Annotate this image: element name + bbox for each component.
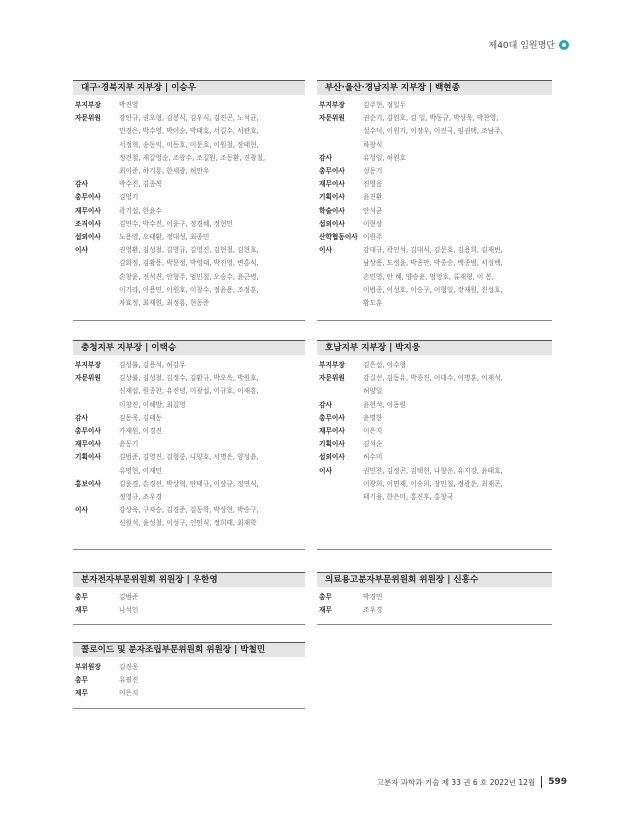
member-row xyxy=(73,425,305,438)
member-names xyxy=(119,191,305,204)
member-row xyxy=(73,178,305,191)
role-label: 섭외이사 xyxy=(319,453,345,462)
member-row xyxy=(317,191,552,204)
names-line: 안석균 xyxy=(363,206,383,215)
member-row xyxy=(317,591,552,604)
member-names xyxy=(119,604,305,617)
member-names xyxy=(119,231,305,244)
member-row xyxy=(73,359,305,372)
role-label: 재무이사 xyxy=(75,440,101,449)
member-row xyxy=(73,591,305,604)
member-names xyxy=(363,218,552,231)
member-names xyxy=(119,438,305,451)
member-names xyxy=(363,425,552,438)
names-line: 이현상 xyxy=(363,219,383,228)
circle-bullet-icon xyxy=(559,40,569,50)
names-line: 강상욱, 구자승, 김경준, 김동학, 박상현, 박승구, xyxy=(119,506,259,515)
role-label: 이사 xyxy=(319,246,332,255)
names-line: 서정혁, 송동익, 이동호, 이문호, 이원철, 장태현, xyxy=(119,140,259,149)
section-body xyxy=(317,95,552,310)
role-label: 이사 xyxy=(75,506,88,515)
role-label: 총무이사 xyxy=(319,167,345,176)
section-title: 의료용고분자부문위원회 위원장 | 신흥수 xyxy=(317,572,552,587)
names-line: 허수미 xyxy=(363,453,383,462)
section-honam xyxy=(317,340,552,549)
member-names xyxy=(119,674,305,687)
role-label: 재무이사 xyxy=(319,427,345,436)
member-names xyxy=(363,359,552,372)
section-divider xyxy=(73,624,305,625)
member-names xyxy=(119,178,305,191)
names-line: 이원주 xyxy=(363,233,383,242)
member-names xyxy=(119,425,305,438)
names-line: 박경민 xyxy=(363,593,383,601)
role-label: 이사 xyxy=(319,466,332,475)
role-label: 기획이사 xyxy=(319,193,345,202)
member-row xyxy=(317,451,552,464)
names-line: 신원석, 윤성철, 이성구, 인민식, 정희태, 최재학 xyxy=(119,519,257,528)
section-molecular-electronics xyxy=(73,572,305,624)
footer-separator xyxy=(541,776,542,788)
names-line: 권민찬, 김정곤, 김택현, 나창운, 유지강, 윤태호, xyxy=(363,466,503,475)
member-names xyxy=(363,178,552,191)
member-names xyxy=(363,231,552,244)
member-names xyxy=(363,191,552,204)
names-line: 민경은, 박수영, 박이순, 박태호, 서길수, 서관호, xyxy=(119,127,259,136)
role-label: 총무 xyxy=(75,676,88,685)
names-line: 김연수, 박수진, 이윤구, 정경혜, 정현민 xyxy=(119,219,233,228)
names-line: 정건철, 제갈영순, 조광수, 조길원, 조동환, 진광철, xyxy=(119,153,266,162)
names-line: 강길선, 김동유, 박종진, 이대수, 이명훈, 이재석, xyxy=(363,374,503,383)
section-colloid xyxy=(73,642,305,708)
role-label: 부지부장 xyxy=(319,101,345,109)
role-label: 기획이사 xyxy=(319,440,345,449)
names-line: 손민영, 안 혜, 양승윤, 엄영호, 류재형, 이 봉, xyxy=(363,272,494,281)
role-label: 총무이사 xyxy=(319,413,345,422)
names-line: 김범준, 김영진, 김형중, 나양호, 서명은, 양성윤, xyxy=(119,453,259,462)
role-label: 섭외이사 xyxy=(319,219,345,228)
names-line: 유성일, 허원호 xyxy=(363,153,407,162)
role-label: 총무이사 xyxy=(75,427,101,436)
names-line: 이범종, 이성호, 이승구, 이형일, 장재원, 진성호, xyxy=(363,285,503,294)
member-row xyxy=(317,231,552,244)
section-title: 부산·울산·경남지부 지부장 | 백현종 xyxy=(317,80,552,95)
section-title: 충청지부 지부장 | 이택승 xyxy=(73,340,305,355)
member-row xyxy=(317,372,552,398)
member-row xyxy=(317,152,552,165)
section-chungcheong xyxy=(73,340,305,549)
member-names xyxy=(119,244,305,310)
names-line: 김상률, 김성철, 김정수, 김환규, 박오옥, 박원호, xyxy=(119,374,259,383)
names-line: 가재원, 이경진 xyxy=(119,427,163,436)
role-label: 자문위원 xyxy=(319,114,345,123)
names-line: 조우경 xyxy=(363,606,383,615)
names-line: 강인규, 권오형, 김봉식, 김우식, 김진곤, 노석균, xyxy=(119,114,259,123)
names-line: 최이준, 하기룡, 한세광, 허만우 xyxy=(119,167,210,176)
member-row xyxy=(317,425,552,438)
names-line: 설수덕, 이원기, 이장우, 이진국, 임권택, 조남주, xyxy=(363,127,503,136)
role-label: 부위원장 xyxy=(75,663,101,671)
member-row xyxy=(317,359,552,372)
member-names xyxy=(363,244,552,310)
section-busan xyxy=(317,80,552,320)
member-names xyxy=(119,412,305,425)
member-row xyxy=(73,478,305,504)
section-divider xyxy=(73,549,305,550)
section-title: 대구·경북지부 지부장 | 이승우 xyxy=(73,80,305,95)
names-line: 정영규, 조우경 xyxy=(119,493,163,502)
names-line: 김범준 xyxy=(119,593,139,601)
member-row xyxy=(73,661,305,674)
names-line: 하창식 xyxy=(363,140,383,149)
names-line: 강대규, 곽인석, 김대식, 김문호, 김용희, 김재빈, xyxy=(363,246,503,255)
role-label: 산학협동이사 xyxy=(319,233,358,242)
names-line: 유명현, 이재민 xyxy=(119,466,163,475)
member-row xyxy=(73,205,305,218)
member-names xyxy=(119,687,305,700)
role-label: 부지부장 xyxy=(75,361,101,369)
page-footer xyxy=(377,776,567,788)
section-body xyxy=(73,587,305,617)
section-body xyxy=(73,657,305,701)
names-line: 김은섭, 이수형 xyxy=(363,361,407,369)
member-names xyxy=(363,399,552,412)
member-row xyxy=(73,674,305,687)
member-row xyxy=(317,178,552,191)
names-line: 태기융, 한은미, 홍진후, 홍창국 xyxy=(363,493,454,502)
section-divider xyxy=(317,549,552,550)
role-label: 재무 xyxy=(319,606,332,615)
names-line: 윤진환 xyxy=(363,193,383,202)
names-line: 나석인 xyxy=(119,606,139,615)
member-row xyxy=(317,165,552,178)
section-divider xyxy=(73,320,305,321)
section-body xyxy=(73,355,305,531)
member-names xyxy=(119,504,305,530)
names-line: 권영환, 김성철, 김영규, 김영진, 김현철, 김현호, xyxy=(119,246,259,255)
member-names xyxy=(363,372,552,398)
member-names xyxy=(363,152,552,165)
section-divider xyxy=(317,320,552,321)
member-names xyxy=(363,412,552,425)
names-line: 윤현석, 이동원 xyxy=(363,400,407,409)
names-line: 신재섭, 원종찬, 유진녕, 이광섭, 이규호, 이재흥, xyxy=(119,387,259,396)
names-line: 김성률, 김용석, 허강무 xyxy=(119,361,186,369)
role-label: 총무 xyxy=(319,593,332,601)
page-number: 599 xyxy=(548,777,567,787)
role-label: 부지부장 xyxy=(319,361,345,369)
names-line: 황도훈 xyxy=(363,299,383,308)
role-label: 재무 xyxy=(75,689,88,698)
section-medical-polymers xyxy=(317,572,552,624)
member-names xyxy=(363,465,552,505)
member-names xyxy=(119,478,305,504)
role-label: 학술이사 xyxy=(319,206,345,215)
role-label: 총무 xyxy=(75,593,88,601)
member-names xyxy=(119,112,305,178)
names-line: 유필진 xyxy=(119,676,139,685)
member-names xyxy=(119,99,305,112)
role-label: 이사 xyxy=(75,246,88,255)
names-line: 이은지 xyxy=(363,427,383,436)
member-names xyxy=(363,205,552,218)
names-line: 김석순 xyxy=(363,440,383,449)
journal-info: 고분자 과학과 기술 제 33 권 6 호 2022년 12월 xyxy=(376,777,536,787)
member-names xyxy=(363,604,552,617)
names-line: 이기라, 이용민, 이원호, 이창수, 정윤용, 조정훈, xyxy=(119,285,259,294)
member-names xyxy=(363,591,552,604)
role-label: 자문위원 xyxy=(75,114,101,123)
names-line: 손창윤, 전석진, 안형주, 엄민철, 오승수, 윤근병, xyxy=(119,272,259,281)
role-label: 재무이사 xyxy=(75,206,101,215)
member-row xyxy=(73,372,305,412)
names-line: 김화정, 김활용, 박문정, 박영태, 박진영, 변홍식, xyxy=(119,259,259,268)
member-names xyxy=(363,99,552,112)
member-row xyxy=(73,244,305,310)
names-line: 이창진, 이해방, 최길영 xyxy=(119,400,186,409)
names-line: 박수진, 김종복 xyxy=(119,180,163,189)
member-names xyxy=(363,451,552,464)
section-body xyxy=(73,95,305,310)
member-row xyxy=(73,687,305,700)
member-names xyxy=(119,661,305,674)
role-label: 감사 xyxy=(75,180,88,189)
section-divider xyxy=(317,624,552,625)
names-line: 남상용, 도정윤, 박종만, 박종승, 백종범, 서성백, xyxy=(363,259,503,268)
member-names xyxy=(119,591,305,604)
names-line: 김윤경, 손경선, 박상혁, 안태규, 이상규, 정연식, xyxy=(119,479,259,488)
role-label: 재무이사 xyxy=(319,180,345,189)
member-row xyxy=(73,438,305,451)
header-label: 제40대 임원명단 xyxy=(488,41,555,51)
member-names xyxy=(119,372,305,412)
names-line: 박진영 xyxy=(119,101,139,109)
member-row xyxy=(317,244,552,310)
member-names xyxy=(119,205,305,218)
names-line: 곽기섭, 한윤수 xyxy=(119,206,163,215)
member-row xyxy=(317,205,552,218)
names-line: 윤동기 xyxy=(119,440,139,449)
member-row xyxy=(317,412,552,425)
member-row xyxy=(317,99,552,112)
role-label: 총무이사 xyxy=(75,193,101,202)
member-row xyxy=(317,218,552,231)
names-line: 노용영, 오태환, 정대성, 최종민 xyxy=(119,233,210,242)
member-row xyxy=(73,504,305,530)
role-label: 섭외이사 xyxy=(75,233,101,242)
member-row xyxy=(317,112,552,152)
member-row xyxy=(73,451,305,477)
member-row xyxy=(317,465,552,505)
page-header xyxy=(489,38,569,51)
section-daegu xyxy=(73,80,305,320)
role-label: 자문위원 xyxy=(319,374,345,383)
member-row xyxy=(317,604,552,617)
member-names xyxy=(363,165,552,178)
names-line: 김주현, 정일두 xyxy=(363,101,407,109)
member-names xyxy=(119,451,305,477)
section-title: 콜로이드 및 분자조립부문위원회 위원장 | 박철민 xyxy=(73,642,305,657)
names-line: 차효정, 최재원, 최정룡, 현동준 xyxy=(119,299,210,308)
role-label: 감사 xyxy=(319,400,332,409)
section-divider xyxy=(73,708,305,709)
member-row xyxy=(317,438,552,451)
role-label: 부지부장 xyxy=(75,101,101,109)
role-label: 감사 xyxy=(319,153,332,162)
member-names xyxy=(363,438,552,451)
member-row xyxy=(73,231,305,244)
role-label: 감사 xyxy=(75,413,88,422)
role-label: 조직이사 xyxy=(75,219,101,228)
section-body xyxy=(317,587,552,617)
names-line: 허양일 xyxy=(363,387,383,396)
role-label: 자문위원 xyxy=(75,374,101,383)
names-line: 김영기 xyxy=(119,193,139,202)
member-row xyxy=(73,112,305,178)
role-label: 홍보이사 xyxy=(75,479,101,488)
role-label: 기획이사 xyxy=(75,453,101,462)
names-line: 김진웅 xyxy=(119,663,139,671)
member-row xyxy=(317,399,552,412)
section-title: 호남지부 지부장 | 박지웅 xyxy=(317,340,552,355)
member-row xyxy=(73,412,305,425)
member-row xyxy=(73,218,305,231)
member-names xyxy=(119,218,305,231)
names-line: 윤명한 xyxy=(363,413,383,422)
member-names xyxy=(119,359,305,372)
member-row xyxy=(73,191,305,204)
names-line: 진영음 xyxy=(363,180,383,189)
names-line: 이은지 xyxy=(119,689,139,698)
section-title: 분자전자부문위원회 위원장 | 우한영 xyxy=(73,572,305,587)
section-body xyxy=(317,355,552,504)
member-names xyxy=(363,112,552,152)
names-line: 이광희, 이민재, 이승희, 장민철, 정광운, 최재곤, xyxy=(363,479,503,488)
member-row xyxy=(73,99,305,112)
member-row xyxy=(73,604,305,617)
names-line: 성동기 xyxy=(363,167,383,176)
names-line: 김동욱, 김태동 xyxy=(119,413,163,422)
names-line: 권순기, 김원호, 김 일, 박동규, 박상욱, 박찬영, xyxy=(363,114,499,123)
role-label: 재무 xyxy=(75,606,88,615)
